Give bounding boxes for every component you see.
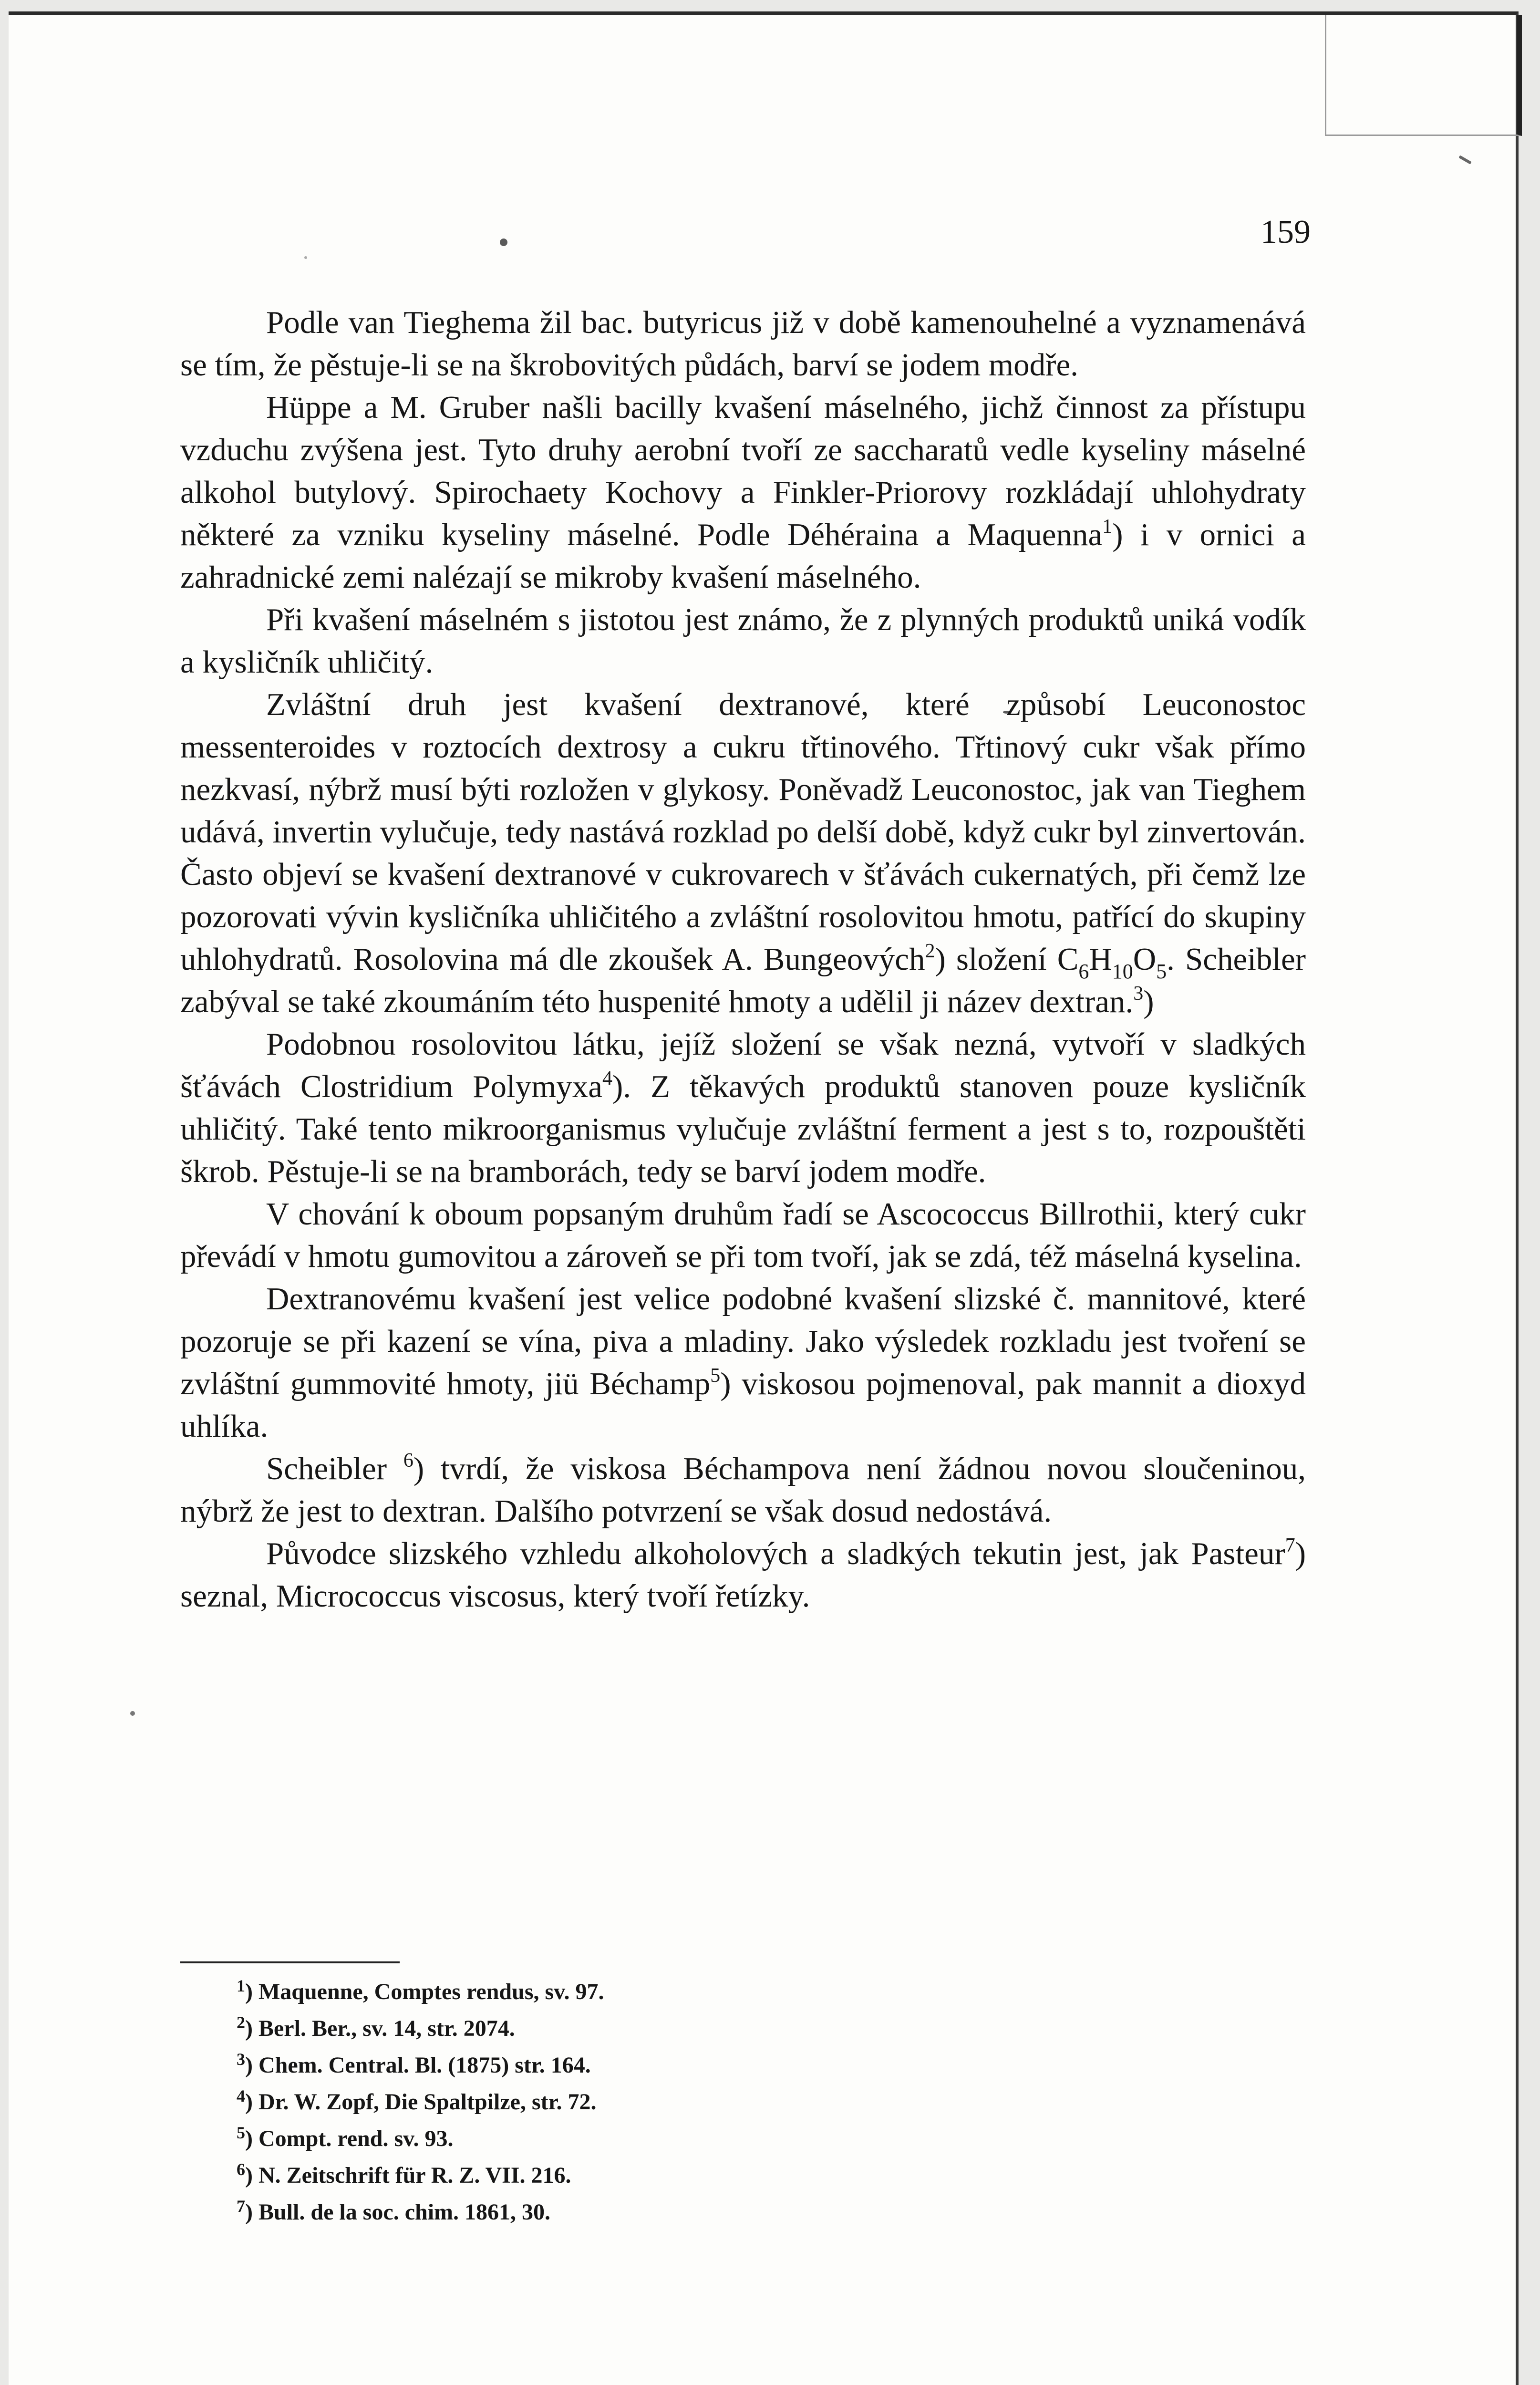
footnote	[237, 1973, 1000, 2010]
footnote-mark: 4	[237, 2086, 245, 2105]
footnote-mark: 2	[237, 2013, 245, 2032]
paragraph	[180, 599, 1306, 684]
text-run: Zvláštní druh jest kvašení dextranové, které způsobí Leuconostoc messenteroides v roztocích dextrosy a cukru třtinového. Třtinový cukr však přímo nezkvasí, nýbrž musí býti rozložen v glykosy. Poněvadž Leuconostoc, jak van Tieghem udává, invertin vylučuje, tedy nastává rozklad po delší době, když cukr byl zinvertován. Často objeví se kvašení dextranové v cukrovarech v šťávách cukernatých, při čemž lze pozorovati vývin kysličníka uhličitého a zvláštní rosolovitou hmotu, patřící do skupiny uhlohydratů. Rosolovina má dle zkoušek A. Bungeových	[180, 687, 1306, 977]
paragraph	[180, 386, 1306, 599]
footnote-text: ) Berl. Ber., sv. 14, str. 2074.	[245, 2016, 515, 2041]
text-run: V chování k oboum popsaným druhům řadí se Ascococcus Billrothii, který cukr převádí v hmotu gumovitou a zároveň se při tom tvoří, jak se zdá, též máselná kyselina.	[180, 1196, 1306, 1274]
text-run: )	[1143, 984, 1154, 1019]
footnote-mark: 7	[237, 2197, 245, 2216]
footnote	[237, 2194, 1000, 2230]
paragraph	[180, 1023, 1306, 1193]
footnote-reference: 2	[925, 940, 935, 962]
text-run: Původce slizského vzhledu alkoholových a sladkých tekutin jest, jak Pasteur	[266, 1536, 1285, 1571]
footnote-rule	[180, 1961, 400, 1963]
paragraph	[180, 1193, 1306, 1278]
text-run: ). Z těkavých produktů stanoven pouze kysličník uhličitý. Také tento mikroorganismus vylučuje zvláštní ferment a jest s to, rozpouštěti škrob. Pěstuje-li se na bramborách, tedy se barví jodem modře.	[180, 1069, 1306, 1189]
text-run: . Scheibler zabýval se také zkoumáním této huspenité hmoty a udělil ji název dextran.	[180, 942, 1306, 1019]
scan-speck	[304, 256, 307, 259]
footnote-text: ) Compt. rend. sv. 93.	[245, 2126, 454, 2151]
formula-subscript: 10	[1112, 960, 1133, 983]
footnote-reference: 5	[710, 1365, 721, 1387]
text-run: Dextranovému kvašení jest velice podobné kvašení slizské č. mannitové, které pozoruje se při kazení se vína, piva a mladiny. Jako výsledek rozkladu jest tvoření se zvláštní gummovité hmoty, jiü Béchamp	[180, 1281, 1306, 1401]
text-run: Hüppe a M. Gruber našli bacilly kvašení máselného, jichž činnost za přístupu vzduchu zvýšena jest. Tyto druhy aerobní tvoří ze saccharatů vedle kyseliny máselné alkohol butylový. Spirochaety Kochovy a Finkler-Priorovy rozkládají uhlohydraty některé za vzniku kyseliny máselné. Podle Déhéraina a Maquenna	[180, 390, 1306, 552]
paragraph	[180, 1278, 1306, 1448]
book-page	[9, 11, 1519, 2385]
footnote-reference: 4	[602, 1068, 612, 1089]
text-run: Při kvašení máselném s jistotou jest známo, že z plynných produktů uniká vodík a kysličník uhličitý.	[180, 602, 1306, 680]
scan-speck	[500, 238, 507, 246]
text-run: ) složení C	[935, 942, 1079, 977]
page-number: 159	[1261, 214, 1311, 250]
footnote	[237, 2084, 1000, 2120]
footnote-text: ) Chem. Central. Bl. (1875) str. 164.	[245, 2053, 591, 2078]
footnote-reference: 6	[403, 1450, 413, 1472]
footnote-text: ) Dr. W. Zopf, Die Spaltpilze, str. 72.	[245, 2089, 597, 2115]
footnote	[237, 2047, 1000, 2084]
text-run: Scheibler	[266, 1451, 403, 1486]
paragraph	[180, 301, 1306, 386]
footnote-reference: 7	[1285, 1535, 1295, 1556]
text-run: H	[1089, 942, 1112, 977]
text-run: Podle van Tieghema žil bac. butyricus již v době kamenouhelné a vyznamenává se tím, že pěstuje-li se na škrobovitých půdách, barví se jodem modře.	[180, 305, 1306, 383]
text-run: ) tvrdí, že viskosa Béchampova není žádnou novou sloučeninou, nýbrž že jest to dextran. Dalšího potvrzení se však dosud nedostává.	[180, 1451, 1306, 1529]
scan-speck	[1458, 155, 1471, 164]
body-text	[180, 301, 1306, 1618]
paragraph	[180, 1533, 1306, 1618]
text-run: O	[1133, 942, 1157, 977]
footnotes	[237, 1973, 1000, 2230]
footnote-reference: 3	[1133, 983, 1144, 1005]
text-run: ) i v ornici a zahradnické zemi nalézají se mikroby kvašení máselného.	[180, 517, 1306, 595]
text-run: ) seznal, Micrococcus viscosus, který tvoří řetízky.	[180, 1536, 1306, 1614]
text-run: Podobnou rosolovitou látku, jejíž složení se však nezná, vytvoří v sladkých šťávách Clostridium Polymyxa	[180, 1027, 1306, 1104]
footnote	[237, 2120, 1000, 2157]
scan-corner-mark	[1325, 15, 1522, 136]
paragraph	[180, 684, 1306, 1023]
footnote-mark: 3	[237, 2050, 245, 2069]
formula-subscript: 6	[1078, 960, 1089, 983]
formula-subscript: 5	[1156, 960, 1167, 983]
footnote-mark: 5	[237, 2123, 245, 2142]
footnote	[237, 2157, 1000, 2194]
paragraph	[180, 1448, 1306, 1533]
footnote-reference: 1	[1102, 516, 1113, 538]
footnote-text: ) Bull. de la soc. chim. 1861, 30.	[245, 2199, 551, 2225]
text-run: ) viskosou pojmenoval, pak mannit a dioxyd uhlíka.	[180, 1366, 1306, 1444]
scan-speck	[130, 1711, 135, 1716]
footnote	[237, 2010, 1000, 2047]
footnote-mark: 1	[237, 1976, 245, 1995]
footnote-text: ) N. Zeitschrift für R. Z. VII. 216.	[245, 2163, 571, 2188]
footnote-mark: 6	[237, 2160, 245, 2179]
footnote-text: ) Maquenne, Comptes rendus, sv. 97.	[245, 1979, 604, 2004]
